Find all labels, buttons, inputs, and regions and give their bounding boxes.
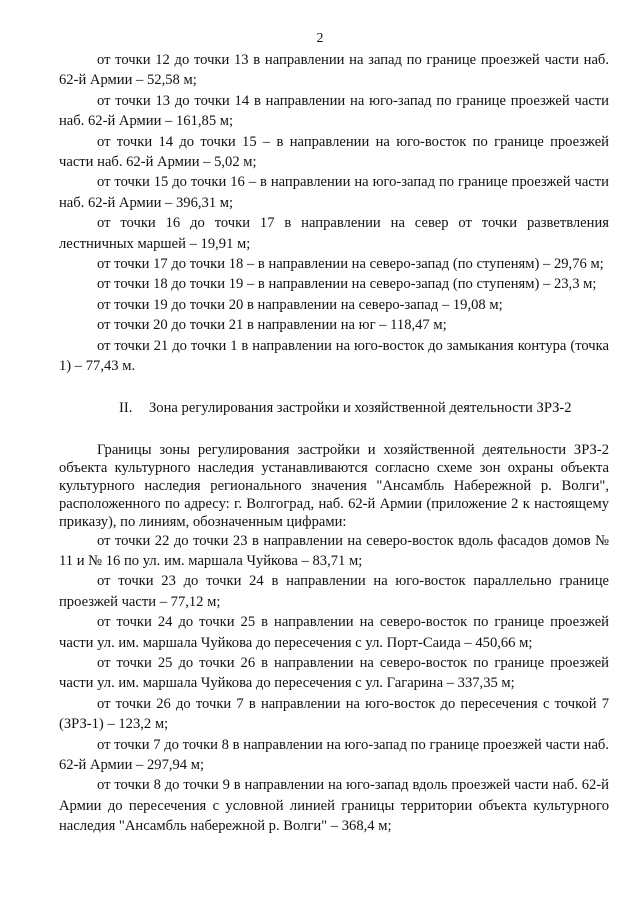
list-item: от точки 17 до точки 18 – в направлении на северо-запад (по ступеням) – 29,76 м; <box>97 256 604 273</box>
list-item: от точки 22 до точки 23 в направлении на северо-восток вдоль фасадов домов № 11 и № 16 по ул. им. маршала Чуйкова – 83,71 м; <box>59 532 609 569</box>
section-intro: Границы зоны регулирования застройки и хозяйственной деятельности ЗРЗ-2 объекта культурного наследия устанавливаются согласно схеме зон охраны объекта культурного наследия регионального значения "Ансамбль Набережной р. Волги", расположенного по адресу: г. Волгоград, наб. 62-й Армии (приложение 2 к настоящему приказу), по линиям, обозначенным цифрами: <box>59 441 609 530</box>
list-item: от точки 25 до точки 26 в направлении на северо-восток по границе проезжей части ул. им. маршала Чуйкова до пересечения с ул. Гагарина – 337,35 м; <box>59 654 609 692</box>
list-item: от точки 14 до точки 15 – в направлении на юго-восток по границе проезжей части наб. 62-й Армии – 5,02 м; <box>59 133 609 171</box>
list-item: от точки 23 до точки 24 в направлении на юго-восток параллельно границе проезжей части – 77,12 м; <box>59 573 609 610</box>
section-1-boundary-list <box>59 50 609 377</box>
section-title: Зона регулирования застройки и хозяйственной деятельности ЗРЗ-2 <box>149 399 572 416</box>
list-item: от точки 15 до точки 16 – в направлении на юго-запад по границе проезжей части наб. 62-й Армии – 396,31 м; <box>59 174 609 211</box>
list-item: от точки 20 до точки 21 в направлении на юг – 118,47 м; <box>97 317 447 334</box>
section-heading <box>59 398 609 418</box>
list-item: от точки 12 до точки 13 в направлении на запад по границе проезжей части наб. 62-й Армии – 52,58 м; <box>59 52 609 89</box>
section-number: II. <box>119 399 133 416</box>
list-item: от точки 7 до точки 8 в направлении на юго-запад по границе проезжей части наб. 62-й Армии – 297,94 м; <box>59 736 609 773</box>
list-item: от точки 21 до точки 1 в направлении на юго-восток до замыкания контура (точка 1) – 77,43 м. <box>59 337 609 375</box>
list-item: от точки 18 до точки 19 – в направлении на северо-запад (по ступеням) – 23,3 м; <box>97 276 597 293</box>
section-2-boundary-list <box>59 441 609 837</box>
list-item: от точки 13 до точки 14 в направлении на юго-запад по границе проезжей части наб. 62-й Армии – 161,85 м; <box>59 92 609 130</box>
document-body <box>59 50 609 837</box>
list-item: от точки 26 до точки 7 в направлении на юго-восток до пересечения с точкой 7 (ЗРЗ-1) – 123,2 м; <box>59 695 609 733</box>
list-item: от точки 16 до точки 17 в направлении на север от точки разветвления лестничных маршей – 19,91 м; <box>59 215 609 252</box>
list-item: от точки 24 до точки 25 в направлении на северо-восток по границе проезжей части ул. им. маршала Чуйкова до пересечения с ул. Порт-Саида – 450,66 м; <box>59 614 609 651</box>
list-item: от точки 8 до точки 9 в направлении на юго-запад вдоль проезжей части наб. 62-й Армии до пересечения с условной линией границы территории объекта культурного наследия "Ансамбль набережной р. Волги" – 368,4 м; <box>59 777 609 835</box>
list-item: от точки 19 до точки 20 в направлении на северо-запад – 19,08 м; <box>97 296 503 313</box>
page-number: 2 <box>316 31 324 46</box>
